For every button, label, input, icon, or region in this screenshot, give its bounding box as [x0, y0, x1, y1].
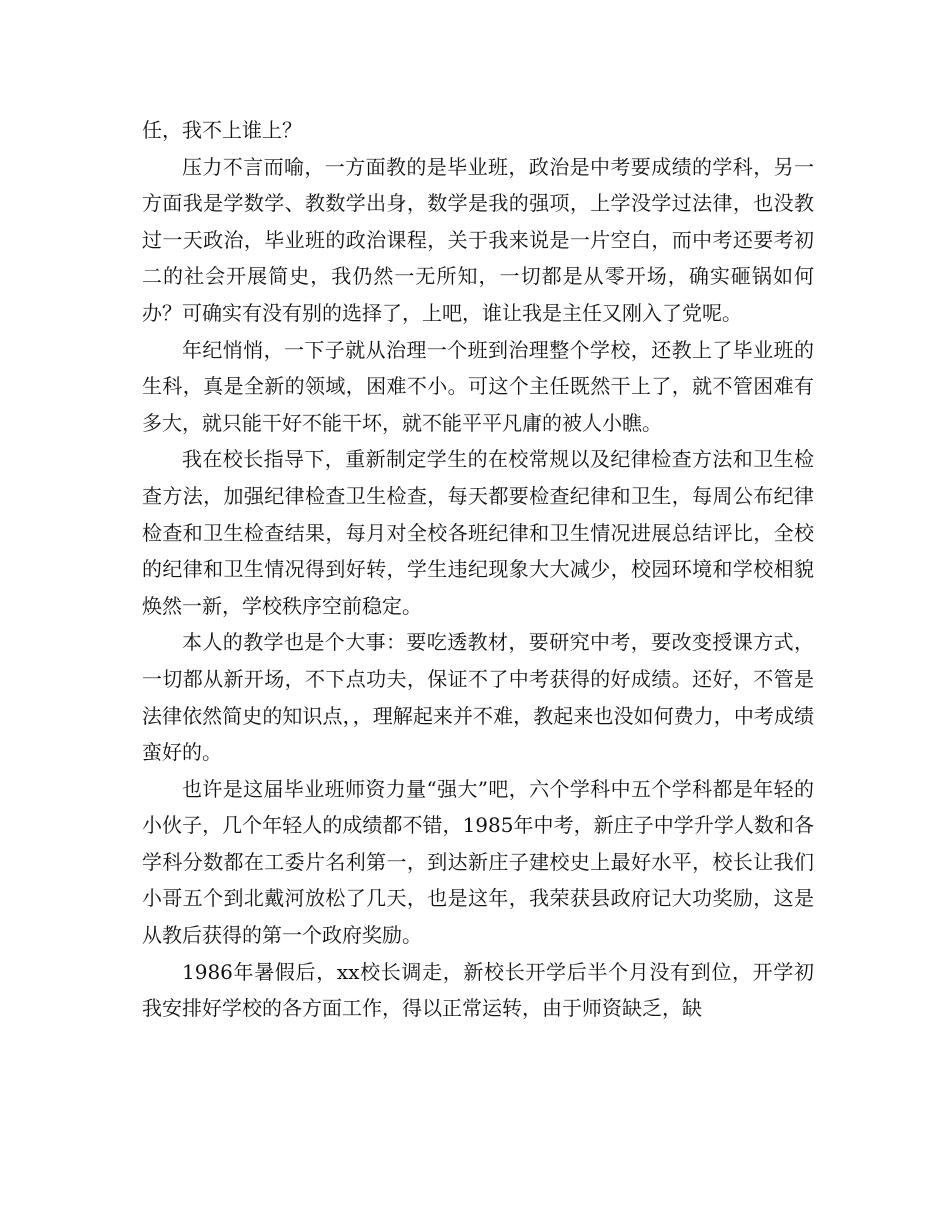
document-page — [142, 112, 814, 1027]
paragraph-1: 任，我不上谁上？ — [142, 118, 302, 142]
paragraph-5: 本人的教学也是个大事：要吃透教材，要研究中考，要改变授课方式，一切都从新开场，不下点功夫，保证不了中考获得的好成绩。还好，不管是法律依然简史的知识点，，理解起来并不难，教起来也没如何费力，中考成绩蛮好的。 — [142, 630, 814, 765]
paragraph-4: 我在校长指导下，重新制定学生的在校常规以及纪律检查方法和卫生检查方法，加强纪律检查卫生检查，每天都要检查纪律和卫生，每周公布纪律检查和卫生检查结果，每月对全校各班纪律和卫生情况进展总结评比，全校的纪律和卫生情况得到好转，学生违纪现象大大减少，校园环境和学校相貌焕然一新，学校秩序空前稳定。 — [142, 447, 814, 618]
paragraph-3: 年纪悄悄，一下子就从治理一个班到治理整个学校，还教上了毕业班的生科，真是全新的领域，困难不小。可这个主任既然干上了，就不管困难有多大，就只能干好不能干坏，就不能平平凡庸的被人小瞧。 — [142, 337, 814, 435]
paragraph-7: 1986年暑假后，xx校长调走，新校长开学后半个月没有到位，开学初我安排好学校的各方面工作，得以正常运转，由于师资缺乏，缺 — [142, 959, 814, 1021]
paragraph-2: 压力不言而喻，一方面教的是毕业班，政治是中考要成绩的学科，另一方面我是学数学、教数学出身，数学是我的强项，上学没学过法律，也没教过一天政治，毕业班的政治课程，关于我来说是一片空白，而中考还要考初二的社会开展简史，我仍然一无所知，一切都是从零开场，确实砸锅如何办？可确实有没有别的选择了，上吧，谁让我是主任又刚入了党呢。 — [142, 154, 814, 325]
paragraph-6: 也许是这届毕业班师资力量“强大”吧，六个学科中五个学科都是年轻的小伙子，几个年轻人的成绩都不错，1985年中考，新庄子中学升学人数和各学科分数都在工委片名利第一，到达新庄子建校史上最好水平，校长让我们小哥五个到北戴河放松了几天，也是这年，我荣获县政府记大功奖励，这是从教后获得的第一个政府奖励。 — [142, 776, 814, 948]
